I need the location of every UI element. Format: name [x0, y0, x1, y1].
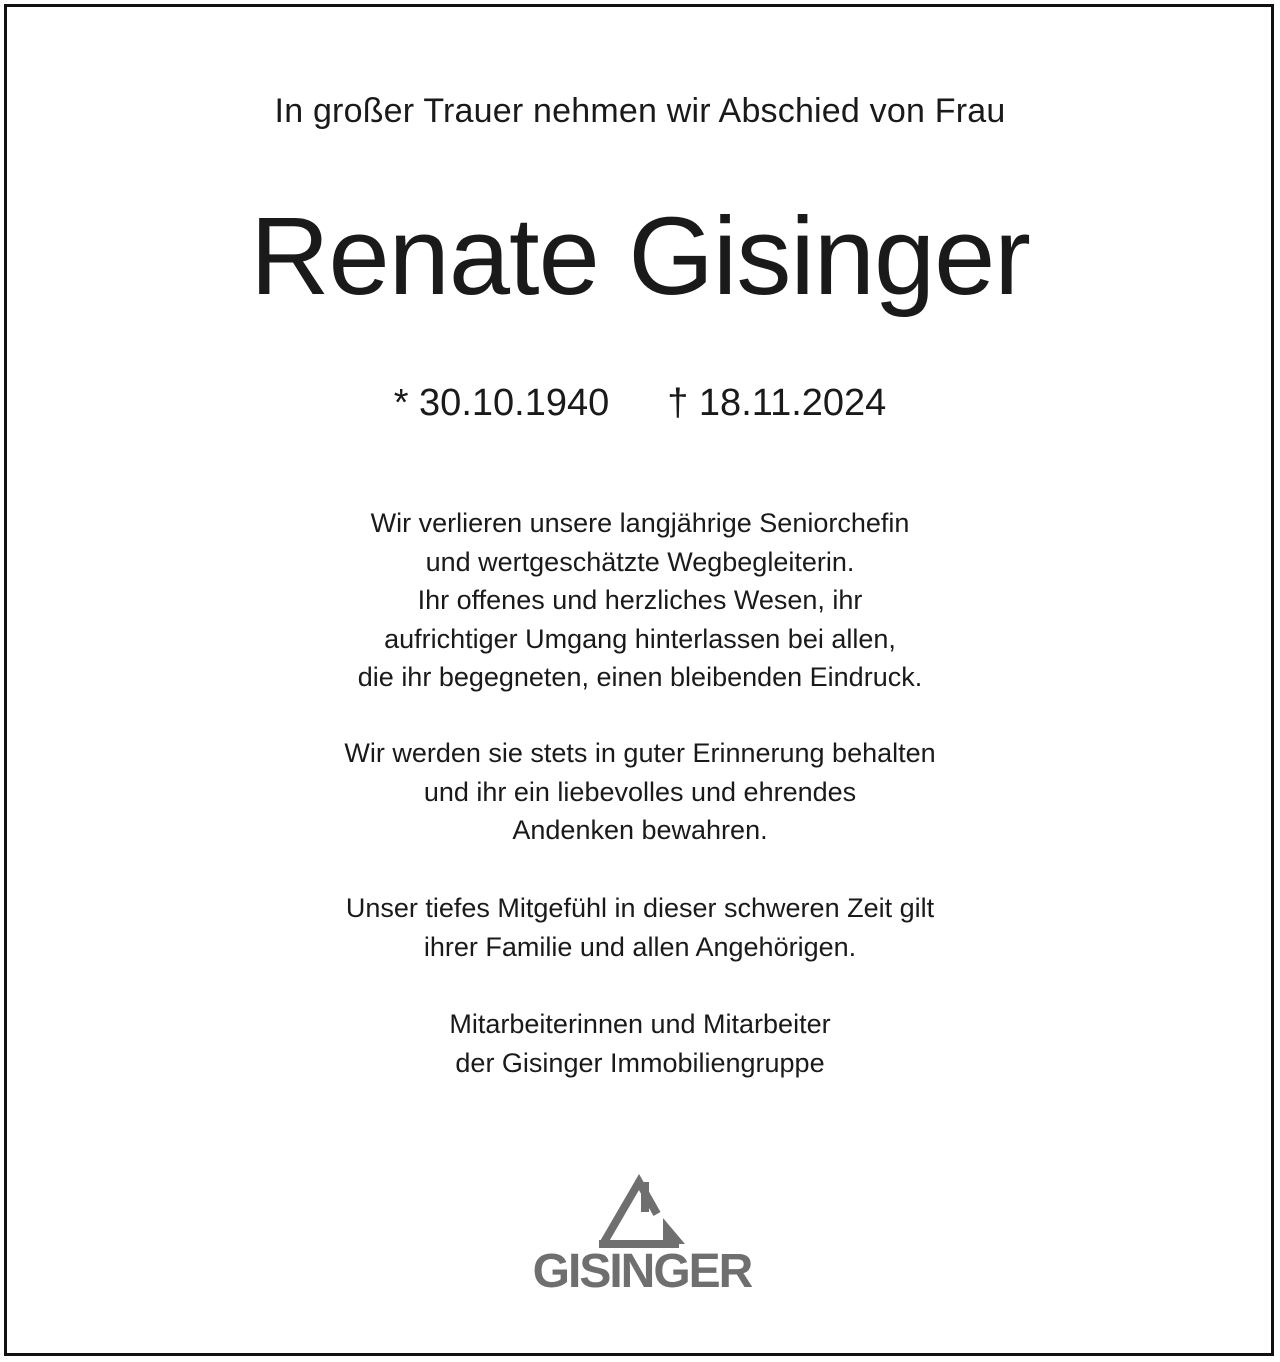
text-line: und wertgeschätzte Wegbegleiterin. — [425, 546, 855, 577]
text-line: Wir werden sie stets in guter Erinnerung behalten — [344, 738, 936, 768]
text-line: Andenken bewahren. — [512, 815, 768, 845]
paragraph-condolence — [0, 889, 1280, 966]
death-date: † 18.11.2024 — [667, 382, 887, 424]
text-line: Ihr offenes und herzliches Wesen, ihr — [417, 585, 863, 615]
company-logo — [516, 1172, 768, 1302]
text-line: ihrer Familie und allen Angehörigen. — [423, 931, 857, 962]
text-line: aufrichtiger Umgang hinterlassen bei allen, — [384, 623, 896, 654]
life-dates — [0, 378, 1280, 428]
text-line: und ihr ein liebevolles und ehrendes — [423, 776, 857, 807]
text-line: Unser tiefes Mitgefühl in dieser schweren Zeit gilt — [345, 893, 935, 923]
intro-line: In großer Trauer nehmen wir Abschied von Frau — [274, 92, 1006, 130]
deceased-name: Renate Gisinger — [250, 195, 1030, 318]
text-line: Wir verlieren unsere langjährige Seniorchefin — [370, 508, 910, 538]
birth-date: * 30.10.1940 — [393, 382, 610, 424]
gisinger-triangle-logo-icon — [587, 1172, 697, 1252]
signature-block — [0, 1005, 1280, 1082]
paragraph-tribute — [0, 504, 1280, 697]
text-line: Mitarbeiterinnen und Mitarbeiter — [449, 1009, 831, 1039]
paragraph-remembrance — [0, 734, 1280, 850]
text-line: die ihr begegneten, einen bleibenden Eindruck. — [357, 662, 923, 692]
text-line: der Gisinger Immobiliengruppe — [455, 1047, 825, 1078]
logo-wordmark: GISINGER — [532, 1245, 752, 1298]
